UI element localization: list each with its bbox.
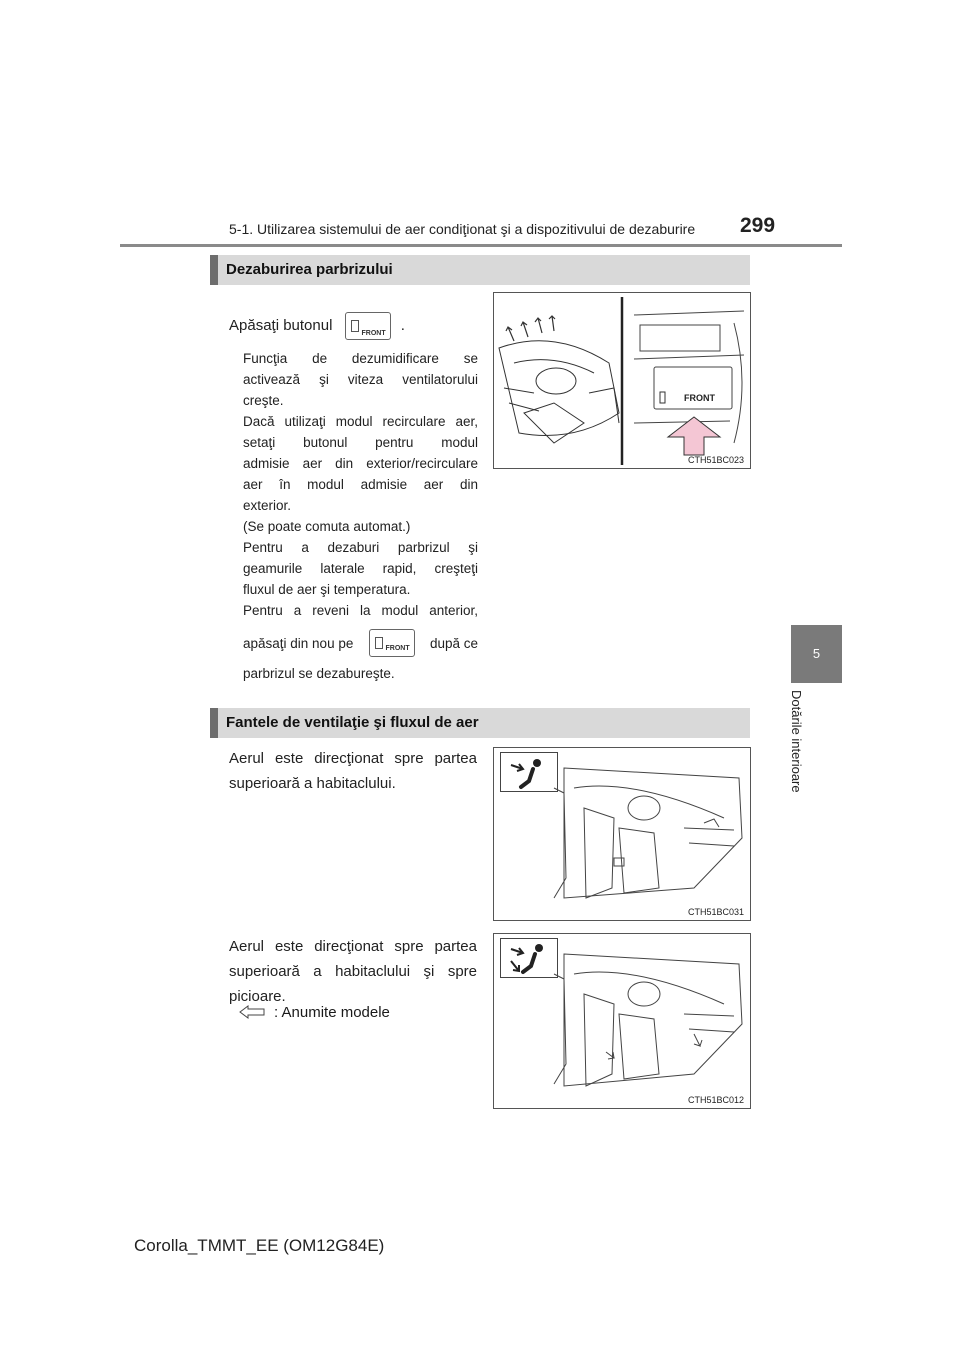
header-rule [120,244,842,247]
figure-code: CTH51BC031 [687,907,744,917]
press-instruction [229,312,405,340]
figure-code: CTH51BC012 [687,1095,744,1105]
front-defog-button-icon: FRONT [369,629,415,657]
desc-line: creşte. [243,393,284,408]
desc-line: (Se poate comuta automat.) [243,519,411,534]
press-text: Apăsaţi butonul [229,316,333,334]
return-text: apăsaţi din nou pe [243,635,354,651]
defog-figure [493,292,751,469]
airflow-bilevel-description [229,934,477,1009]
defog-description [243,348,478,684]
page-number: 299 [740,214,776,237]
desc-line: picioare. [229,988,286,1005]
dashboard-illustration [494,293,750,468]
desc-line: parbrizul se dezabureşte. [243,666,395,681]
desc-line: admisie aer din exterior/recirculare [243,456,478,471]
chapter-header: 5-1. Utilizarea sistemului de aer condiţionat şi a dispozitivului de dezaburire [229,221,696,237]
section-heading-vents: Fantele de ventilaţie şi fluxul de aer [210,708,750,738]
airflow-face-description [229,746,477,796]
desc-line: geamurile laterale rapid, creşteţi [243,561,478,576]
manual-model-footer: Corolla_TMMT_EE (OM12G84E) [134,1236,385,1255]
chapter-tab: 5 [791,625,842,683]
desc-line: Pentru a reveni la modul anterior, [243,603,478,618]
desc-line: exterior. [243,498,292,513]
certain-models-note [238,1001,478,1023]
return-text-end: după ce [429,635,478,651]
press-text-end: . [400,316,405,334]
desc-line: setaţi butonul pentru modul [243,435,478,450]
airflow-face-figure [493,747,751,921]
desc-line: Dacă utilizaţi modul recirculare aer, [243,414,478,429]
desc-line: superioară a habitaclului şi spre [229,963,477,980]
svg-text:FRONT: FRONT [684,393,715,403]
desc-line: fluxul de aer şi temperatura. [243,582,411,597]
desc-line: Funcţia de dezumidificare se [243,351,478,366]
desc-line: Pentru a dezaburi parbrizul şi [243,540,478,555]
desc-line: aer în modul admisie aer din [243,477,478,492]
return-line [243,629,478,657]
section-heading-defog: Dezaburirea parbrizului [210,255,750,285]
cabin-illustration [494,748,750,920]
desc-line: activează şi viteza ventilatorului [243,372,478,387]
desc-line: superioară a habitaclului. [229,775,396,792]
note-text: : Anumite modele [274,1003,390,1021]
cabin-illustration [494,934,750,1108]
front-defog-button-icon: FRONT [345,312,391,340]
desc-line: Aerul este direcţionat spre partea [229,750,477,767]
chapter-tab-label [786,690,806,850]
chapter-tab-label-text: Dotările interioare [789,690,804,793]
figure-code: CTH51BC023 [687,455,744,465]
airflow-bilevel-figure [493,933,751,1109]
arrow-left-icon [238,1004,266,1020]
desc-line: Aerul este direcţionat spre partea [229,938,477,955]
